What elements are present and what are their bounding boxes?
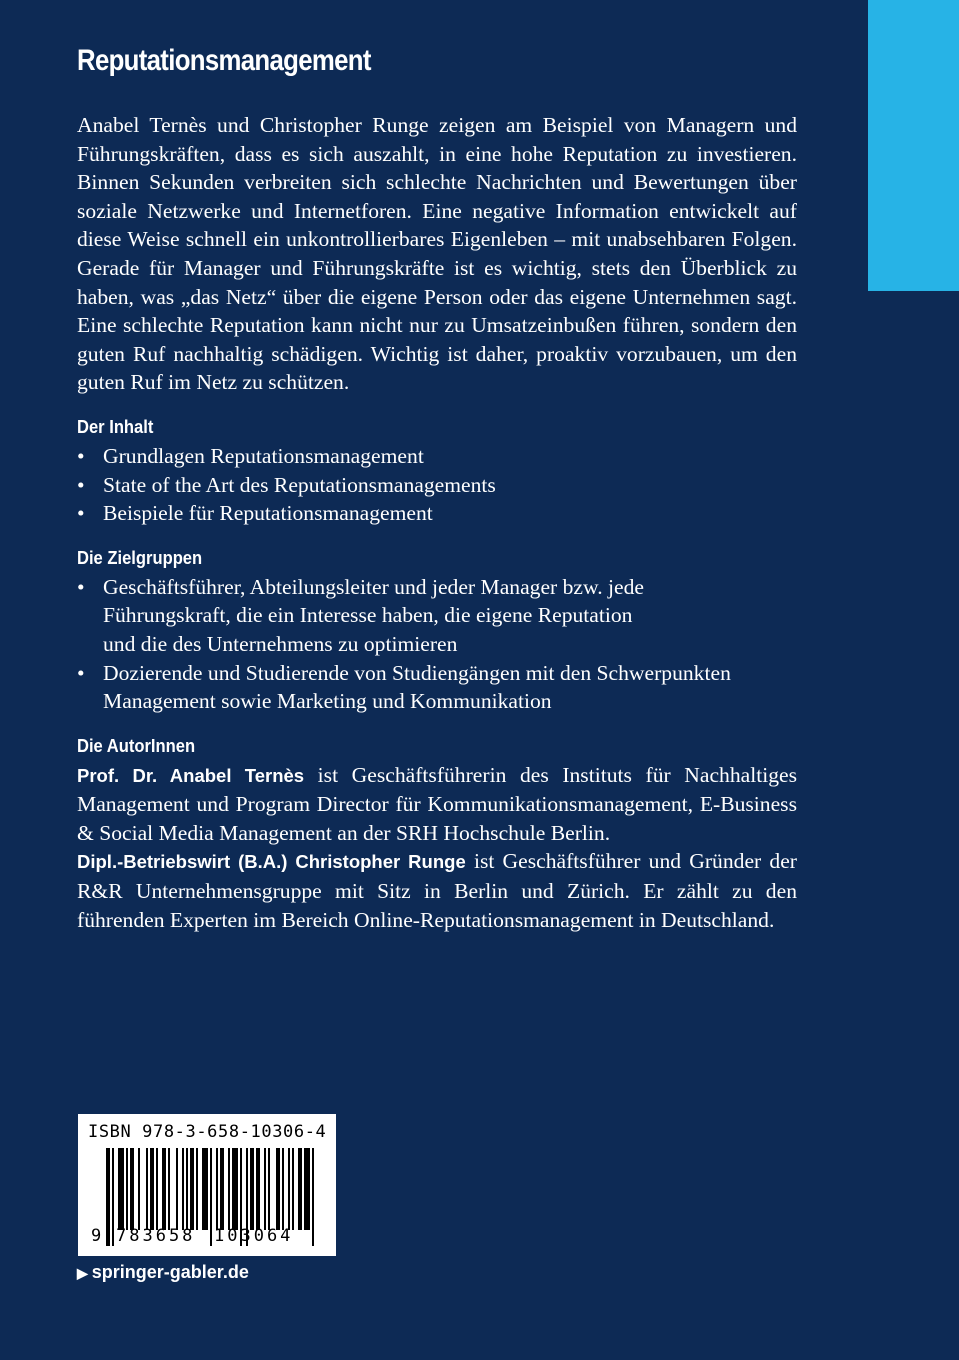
barcode-bar <box>146 1148 148 1230</box>
isbn-label: ISBN 978-3-658-10306-4 <box>88 1122 327 1142</box>
barcode-bar <box>186 1148 188 1230</box>
bullet-icon: • <box>77 472 85 497</box>
zielgruppen-list <box>77 573 731 716</box>
barcode-bar <box>312 1148 314 1246</box>
zielgruppen-heading: Die Zielgruppen <box>77 547 203 568</box>
barcode-bar <box>210 1148 212 1246</box>
barcode-bar <box>268 1148 270 1230</box>
bullet-icon: • <box>77 660 85 685</box>
list-item: • Geschäftsführer, Abteilungsleiter und jeder Manager bzw. jede Führungskraft, die ein Interesse haben, die eigene Reputation und die des Unternehmens zu optimieren <box>77 574 644 656</box>
barcode-bar <box>190 1148 194 1230</box>
list-item: • Grundlagen Reputationsmanagement <box>77 442 797 471</box>
publisher-url: springer-gabler.de <box>91 1262 249 1282</box>
barcode-bar <box>228 1148 230 1230</box>
barcode-bar <box>256 1148 260 1230</box>
barcode-bar <box>150 1148 154 1230</box>
barcode-digits-left: 783658 <box>116 1226 196 1246</box>
barcode-bar <box>130 1148 134 1230</box>
barcode-bar <box>250 1148 254 1230</box>
list-item: • Beispiele für Reputationsmanagement <box>77 499 797 528</box>
accent-bar <box>868 0 959 291</box>
barcode-bar <box>118 1148 124 1230</box>
barcode-bar <box>232 1148 238 1230</box>
isbn-barcode-box <box>78 1114 336 1256</box>
barcode-bar <box>138 1148 140 1230</box>
bullet-icon: • <box>77 443 85 468</box>
barcode-bar <box>298 1148 302 1230</box>
barcode-bar <box>176 1148 178 1230</box>
arrow-right-icon: ▶ <box>77 1265 88 1281</box>
author-name: Dipl.-Betriebswirt (B.A.) Christopher Runge <box>77 851 466 873</box>
publisher-link[interactable] <box>77 1262 249 1283</box>
list-item: • Dozierende und Studierende von Studiengängen mit den Schwerpunkten Management sowie Marketing und Kommunikation <box>77 660 731 714</box>
barcode-bar <box>288 1148 290 1230</box>
barcode-bar <box>220 1148 224 1230</box>
barcode-digits-right: 103064 <box>214 1226 294 1246</box>
bullet-icon: • <box>77 501 85 526</box>
barcode-bar <box>196 1148 198 1230</box>
author-bio: Dipl.-Betriebswirt (B.A.) Christopher Runge ist Geschäftsführer und Gründer der R&R Unternehmensgruppe mit Sitz in Berlin und Zürich. Er zählt zu den führenden Experten im Bereich Online-Reputationsmanagement in Deutschland. <box>77 849 797 932</box>
barcode-bar <box>282 1148 284 1230</box>
list-item: • State of the Art des Reputationsmanagements <box>77 471 797 500</box>
barcode-bar <box>156 1148 158 1230</box>
barcode-bar <box>168 1148 170 1230</box>
barcode-bar <box>276 1148 280 1230</box>
intro-paragraph: Anabel Ternès und Christopher Runge zeigen am Beispiel von Managern und Führungskräften, dass es sich auszahlt, in eine hohe Reputation zu investieren. Binnen Sekunden verbreiten sich schlechte Nachrichten und Bewertungen über soziale Netzwerke und Internetforen. Eine negative Information entwickelt auf diese Weise schnell ein unkontrollierbares Eigenleben – mit unabsehbaren Folgen. Gerade für Manager und Führungskräfte ist es wichtig, stets den Überblick zu haben, was „das Netz“ über die eigene Person oder das eigene Unternehmen sagt. Eine schlechte Reputation kann nicht nur zu Umsatzeinbußen führen, sondern den guten Ruf nachhaltig schädigen. Wichtig ist daher, proaktiv vorzubauen, um den guten Ruf im Netz zu schützen. <box>77 113 797 395</box>
autoren-heading: Die AutorInnen <box>77 735 196 756</box>
authors-bios <box>77 761 797 935</box>
back-cover-text <box>77 44 797 934</box>
bullet-icon: • <box>77 574 85 599</box>
barcode-bar <box>216 1148 218 1230</box>
inhalt-heading: Der Inhalt <box>77 416 154 437</box>
book-title: Reputationsmanagement <box>77 44 371 77</box>
barcode-bar <box>162 1148 166 1230</box>
barcode-bar <box>106 1148 110 1246</box>
barcode-bar <box>304 1148 310 1230</box>
barcode-bar <box>126 1148 128 1230</box>
barcode-bar <box>292 1148 294 1230</box>
author-bio: Prof. Dr. Anabel Ternès ist Geschäftsführerin des Instituts für Nachhaltiges Management und Program Director für Kommunikationsmanagement, E-Business & Social Media Management an der SRH Hochschule Berlin. <box>77 762 797 845</box>
barcode-bar <box>182 1148 184 1230</box>
inhalt-list <box>77 442 797 528</box>
barcode-bar <box>112 1148 114 1246</box>
barcode-bar <box>264 1148 266 1230</box>
barcode-digit-first: 9 <box>91 1226 102 1246</box>
author-name: Prof. Dr. Anabel Ternès <box>77 764 305 786</box>
barcode-bar <box>202 1148 208 1230</box>
